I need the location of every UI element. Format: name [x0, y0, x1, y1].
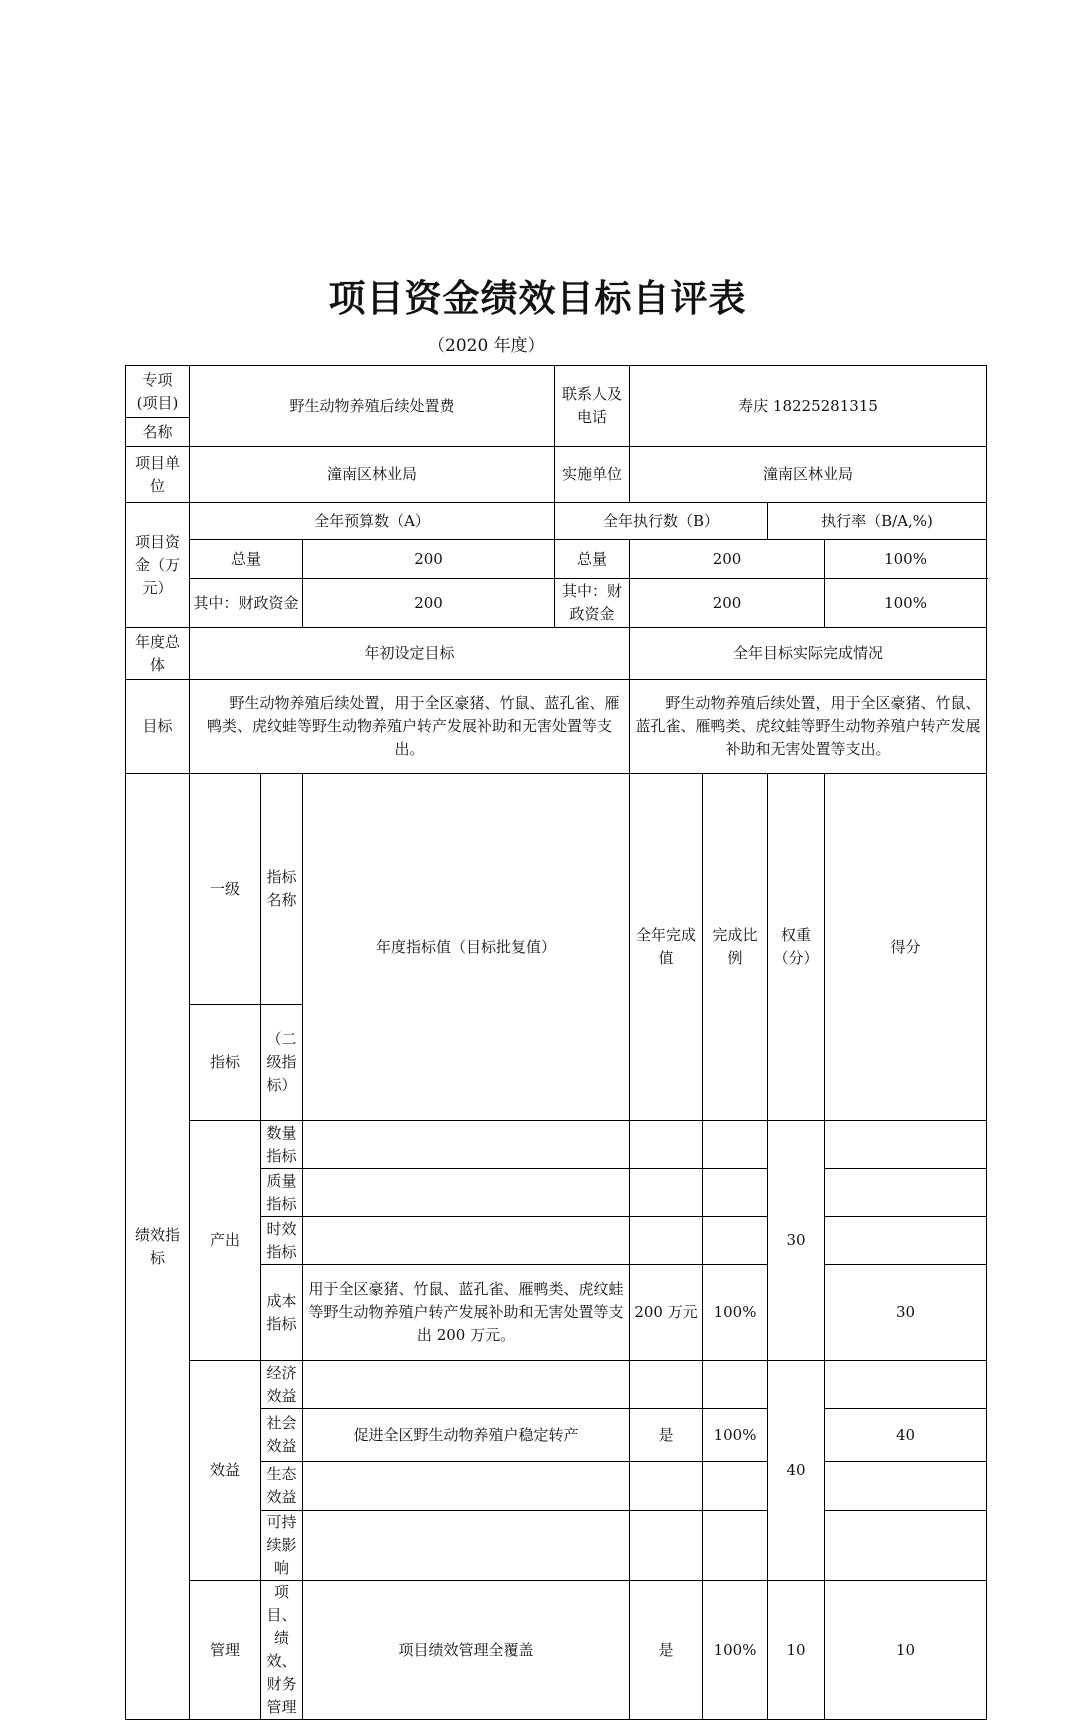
sustainable-ratio [703, 1511, 768, 1581]
timeliness-score [825, 1217, 987, 1265]
sustainable-indicator: 可持续影响 [261, 1511, 303, 1581]
project-name-value: 野生动物养殖后续处置费 [190, 366, 555, 447]
quantity-value [303, 1121, 630, 1169]
economic-value [303, 1361, 630, 1409]
ecological-value [303, 1462, 630, 1511]
ecological-full [630, 1462, 703, 1511]
goal-actual-text: 野生动物养殖后续处置，用于全区豪猪、竹鼠、蓝孔雀、雁鸭类、虎纹蛙等野生动物养殖户转产发展补助和无害处置等支出。 [630, 680, 987, 774]
cost-full: 200 万元 [630, 1265, 703, 1361]
social-full: 是 [630, 1409, 703, 1462]
social-value: 促进全区野生动物养殖户稳定转产 [303, 1409, 630, 1462]
self-evaluation-table [125, 365, 987, 1720]
cost-score: 30 [825, 1265, 987, 1361]
actual-completion-header: 全年目标实际完成情况 [630, 628, 987, 680]
page-title: 项目资金绩效目标自评表 [328, 276, 747, 320]
exec-rate-header: 执行率（B/A,%) [768, 503, 987, 540]
contact-label: 联系人及电话 [555, 366, 630, 447]
project-unit-label: 项目单位 [126, 447, 190, 503]
quantity-score [825, 1121, 987, 1169]
management-label: 管理 [190, 1581, 261, 1720]
social-ratio: 100% [703, 1409, 768, 1462]
score-header: 得分 [825, 774, 987, 1121]
management-weight: 10 [768, 1581, 825, 1720]
output-label: 产出 [190, 1121, 261, 1361]
management-indicator: 项目、绩效、财务管理 [261, 1581, 303, 1720]
level1-header-b: 指标 [190, 1005, 261, 1121]
benefit-weight: 40 [768, 1361, 825, 1581]
management-ratio: 100% [703, 1581, 768, 1720]
ecological-indicator: 生态效益 [261, 1462, 303, 1511]
quality-indicator: 质量指标 [261, 1169, 303, 1217]
quality-ratio [703, 1169, 768, 1217]
impl-unit-value: 潼南区林业局 [630, 447, 987, 503]
project-name-label-1: 专项 (项目) [126, 366, 190, 418]
timeliness-value [303, 1217, 630, 1265]
economic-full [630, 1361, 703, 1409]
weight-header: 权重（分） [768, 774, 825, 1121]
management-score: 10 [825, 1581, 987, 1720]
annual-exec-header: 全年执行数（B） [555, 503, 768, 540]
benefit-label: 效益 [190, 1361, 261, 1581]
fiscal-budget-value: 200 [303, 579, 555, 628]
sustainable-full [630, 1511, 703, 1581]
fiscal-rate-value: 100% [825, 579, 987, 628]
ecological-score [825, 1462, 987, 1511]
project-name-label-2: 名称 [126, 418, 190, 447]
management-value: 项目绩效管理全覆盖 [303, 1581, 630, 1720]
fiscal-label: 其中：财政资金 [190, 579, 303, 628]
full-year-value-header: 全年完成值 [630, 774, 703, 1121]
economic-indicator: 经济效益 [261, 1361, 303, 1409]
total-budget-value: 200 [303, 540, 555, 579]
perf-indicators-label: 绩效指标 [126, 774, 190, 1720]
quantity-ratio [703, 1121, 768, 1169]
timeliness-indicator: 时效指标 [261, 1217, 303, 1265]
social-score: 40 [825, 1409, 987, 1462]
economic-score [825, 1361, 987, 1409]
overall-goal-label: 年度总体 [126, 628, 190, 680]
initial-goal-header: 年初设定目标 [190, 628, 630, 680]
economic-ratio [703, 1361, 768, 1409]
cost-indicator: 成本指标 [261, 1265, 303, 1361]
impl-unit-label: 实施单位 [555, 447, 630, 503]
output-weight: 30 [768, 1121, 825, 1361]
total-rate-value: 100% [825, 540, 987, 579]
contact-value: 寿庆 18225281315 [630, 366, 987, 447]
annual-value-header: 年度指标值（目标批复值） [303, 774, 630, 1121]
year-subtitle: （2020 年度） [428, 336, 545, 356]
ecological-ratio [703, 1462, 768, 1511]
timeliness-full [630, 1217, 703, 1265]
total-label-right: 总量 [555, 540, 630, 579]
total-label: 总量 [190, 540, 303, 579]
quantity-full [630, 1121, 703, 1169]
timeliness-ratio [703, 1217, 768, 1265]
project-unit-value: 潼南区林业局 [190, 447, 555, 503]
completion-ratio-header: 完成比例 [703, 774, 768, 1121]
total-exec-value: 200 [630, 540, 825, 579]
quality-full [630, 1169, 703, 1217]
sustainable-score [825, 1511, 987, 1581]
fiscal-label-right: 其中：财政资金 [555, 579, 630, 628]
cost-value: 用于全区豪猪、竹鼠、蓝孔雀、雁鸭类、虎纹蛙等野生动物养殖户转产发展补助和无害处置等支出 200 万元。 [303, 1265, 630, 1361]
goal-label: 目标 [126, 680, 190, 774]
funds-label: 项目资金（万元） [126, 503, 190, 628]
quality-value [303, 1169, 630, 1217]
quality-score [825, 1169, 987, 1217]
fiscal-exec-value: 200 [630, 579, 825, 628]
sustainable-value [303, 1511, 630, 1581]
goal-initial-text: 野生动物养殖后续处置，用于全区豪猪、竹鼠、蓝孔雀、雁鸭类、虎纹蛙等野生动物养殖户转产发展补助和无害处置等支出。 [190, 680, 630, 774]
social-indicator: 社会效益 [261, 1409, 303, 1462]
indicator-name-header-a: 指标名称 [261, 774, 303, 1005]
cost-ratio: 100% [703, 1265, 768, 1361]
indicator-name-header-b: （二级指标） [261, 1005, 303, 1121]
management-full: 是 [630, 1581, 703, 1720]
level1-header-a: 一级 [190, 774, 261, 1005]
annual-budget-header: 全年预算数（A） [190, 503, 555, 540]
quantity-indicator: 数量指标 [261, 1121, 303, 1169]
